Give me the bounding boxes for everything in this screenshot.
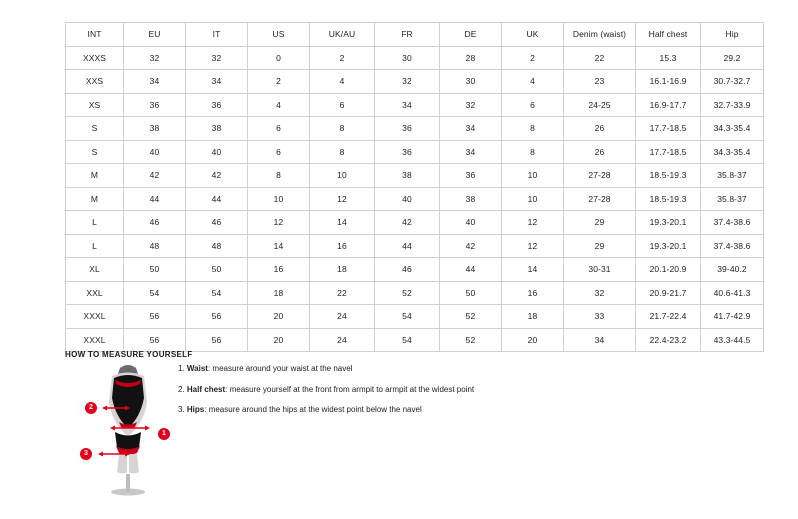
cell-it: 32 <box>186 46 248 70</box>
table-row <box>66 140 764 164</box>
column-header-denim-waist: Denim (waist) <box>564 23 636 47</box>
cell-uk-au: 8 <box>310 140 375 164</box>
cell-it: 34 <box>186 70 248 94</box>
cell-half-chest: 17.7-18.5 <box>636 140 701 164</box>
cell-it: 46 <box>186 211 248 235</box>
cell-eu: 44 <box>124 187 186 211</box>
cell-fr: 42 <box>375 211 440 235</box>
cell-it: 38 <box>186 117 248 141</box>
table-row <box>66 187 764 211</box>
size-chart-table-wrapper <box>65 22 751 352</box>
measure-item-term: Waist <box>186 364 208 373</box>
cell-uk: 8 <box>502 140 564 164</box>
cell-us: 18 <box>248 281 310 305</box>
cell-de: 36 <box>440 164 502 188</box>
cell-hip: 43.3-44.5 <box>701 328 764 352</box>
measure-badge-1: 1 <box>158 428 170 440</box>
measure-item-waist <box>178 364 598 374</box>
cell-fr: 32 <box>375 70 440 94</box>
cell-half-chest: 20.9-21.7 <box>636 281 701 305</box>
table-row <box>66 164 764 188</box>
cell-fr: 40 <box>375 187 440 211</box>
cell-int: S <box>66 140 124 164</box>
cell-half-chest: 16.1-16.9 <box>636 70 701 94</box>
cell-it: 56 <box>186 328 248 352</box>
cell-denim-waist: 27-28 <box>564 187 636 211</box>
cell-it: 44 <box>186 187 248 211</box>
cell-int: S <box>66 117 124 141</box>
size-chart-table <box>65 22 764 352</box>
cell-de: 34 <box>440 117 502 141</box>
cell-eu: 34 <box>124 70 186 94</box>
cell-int: XS <box>66 93 124 117</box>
table-header <box>66 23 764 47</box>
cell-fr: 30 <box>375 46 440 70</box>
measure-item-text: : measure yourself at the front from armpit to armpit at the widest point <box>225 384 475 394</box>
cell-uk: 4 <box>502 70 564 94</box>
cell-eu: 56 <box>124 305 186 329</box>
cell-hip: 29.2 <box>701 46 764 70</box>
cell-uk: 20 <box>502 328 564 352</box>
cell-uk: 2 <box>502 46 564 70</box>
table-row <box>66 258 764 282</box>
cell-fr: 54 <box>375 328 440 352</box>
measure-item-text: : measure around your waist at the navel <box>207 364 353 373</box>
cell-de: 44 <box>440 258 502 282</box>
measure-badge-2: 2 <box>85 402 97 414</box>
cell-half-chest: 22.4-23.2 <box>636 328 701 352</box>
cell-de: 34 <box>440 140 502 164</box>
measure-item-half-chest <box>178 385 598 395</box>
cell-uk-au: 24 <box>310 305 375 329</box>
cell-fr: 36 <box>375 140 440 164</box>
cell-uk-au: 10 <box>310 164 375 188</box>
cell-us: 4 <box>248 93 310 117</box>
cell-denim-waist: 33 <box>564 305 636 329</box>
cell-us: 2 <box>248 70 310 94</box>
cell-de: 32 <box>440 93 502 117</box>
cell-hip: 30.7-32.7 <box>701 70 764 94</box>
cell-uk: 14 <box>502 258 564 282</box>
cell-uk-au: 16 <box>310 234 375 258</box>
cell-us: 10 <box>248 187 310 211</box>
cell-fr: 44 <box>375 234 440 258</box>
cell-half-chest: 18.5-19.3 <box>636 187 701 211</box>
measure-item-index: 1. <box>178 364 185 373</box>
cell-de: 38 <box>440 187 502 211</box>
cell-us: 8 <box>248 164 310 188</box>
cell-int: M <box>66 187 124 211</box>
measure-item-index: 2. <box>178 384 185 394</box>
cell-half-chest: 21.7-22.4 <box>636 305 701 329</box>
cell-uk: 12 <box>502 211 564 235</box>
cell-half-chest: 16.9-17.7 <box>636 93 701 117</box>
cell-hip: 34.3-35.4 <box>701 140 764 164</box>
cell-denim-waist: 30-31 <box>564 258 636 282</box>
cell-half-chest: 15.3 <box>636 46 701 70</box>
table-row <box>66 281 764 305</box>
cell-fr: 54 <box>375 305 440 329</box>
cell-denim-waist: 27-28 <box>564 164 636 188</box>
cell-int: XXS <box>66 70 124 94</box>
cell-eu: 50 <box>124 258 186 282</box>
measure-item-term: Half chest <box>186 384 226 394</box>
cell-eu: 32 <box>124 46 186 70</box>
how-to-measure-list <box>178 364 598 426</box>
cell-us: 20 <box>248 305 310 329</box>
measure-badge-3: 3 <box>80 448 92 460</box>
table-row <box>66 211 764 235</box>
cell-denim-waist: 29 <box>564 211 636 235</box>
cell-eu: 46 <box>124 211 186 235</box>
cell-uk: 10 <box>502 164 564 188</box>
measure-item-hips <box>178 405 598 415</box>
measure-item-term: Hips <box>186 405 205 415</box>
cell-it: 36 <box>186 93 248 117</box>
cell-eu: 54 <box>124 281 186 305</box>
cell-half-chest: 17.7-18.5 <box>636 117 701 141</box>
column-header-hip: Hip <box>701 23 764 47</box>
cell-int: XXXS <box>66 46 124 70</box>
cell-half-chest: 19.3-20.1 <box>636 234 701 258</box>
cell-uk-au: 22 <box>310 281 375 305</box>
table-row <box>66 305 764 329</box>
cell-de: 52 <box>440 328 502 352</box>
column-header-uk: UK <box>502 23 564 47</box>
cell-half-chest: 19.3-20.1 <box>636 211 701 235</box>
cell-us: 6 <box>248 117 310 141</box>
cell-hip: 35.8-37 <box>701 164 764 188</box>
cell-uk: 12 <box>502 234 564 258</box>
cell-de: 50 <box>440 281 502 305</box>
cell-de: 28 <box>440 46 502 70</box>
cell-fr: 34 <box>375 93 440 117</box>
cell-us: 14 <box>248 234 310 258</box>
column-header-fr: FR <box>375 23 440 47</box>
cell-eu: 38 <box>124 117 186 141</box>
cell-us: 6 <box>248 140 310 164</box>
cell-int: L <box>66 211 124 235</box>
cell-denim-waist: 24-25 <box>564 93 636 117</box>
cell-de: 40 <box>440 211 502 235</box>
cell-uk: 10 <box>502 187 564 211</box>
column-header-de: DE <box>440 23 502 47</box>
cell-int: M <box>66 164 124 188</box>
cell-hip: 32.7-33.9 <box>701 93 764 117</box>
cell-uk-au: 2 <box>310 46 375 70</box>
cell-hip: 37.4-38.6 <box>701 211 764 235</box>
cell-fr: 38 <box>375 164 440 188</box>
cell-it: 48 <box>186 234 248 258</box>
cell-us: 12 <box>248 211 310 235</box>
cell-half-chest: 20.1-20.9 <box>636 258 701 282</box>
cell-eu: 48 <box>124 234 186 258</box>
cell-hip: 39-40.2 <box>701 258 764 282</box>
cell-fr: 36 <box>375 117 440 141</box>
cell-uk: 18 <box>502 305 564 329</box>
cell-eu: 42 <box>124 164 186 188</box>
cell-int: XXXL <box>66 305 124 329</box>
cell-it: 42 <box>186 164 248 188</box>
cell-uk-au: 8 <box>310 117 375 141</box>
cell-hip: 35.8-37 <box>701 187 764 211</box>
table-row <box>66 328 764 352</box>
cell-de: 42 <box>440 234 502 258</box>
cell-it: 40 <box>186 140 248 164</box>
column-header-int: INT <box>66 23 124 47</box>
mannequin-illustration <box>84 362 168 497</box>
column-header-us: US <box>248 23 310 47</box>
cell-hip: 37.4-38.6 <box>701 234 764 258</box>
table-header-row <box>66 23 764 47</box>
cell-int: XXL <box>66 281 124 305</box>
column-header-eu: EU <box>124 23 186 47</box>
table-row <box>66 93 764 117</box>
table-row <box>66 46 764 70</box>
cell-us: 16 <box>248 258 310 282</box>
cell-eu: 36 <box>124 93 186 117</box>
mannequin-svg <box>88 362 168 497</box>
cell-uk-au: 14 <box>310 211 375 235</box>
cell-it: 56 <box>186 305 248 329</box>
measure-item-text: : measure around the hips at the widest point below the navel <box>204 405 422 415</box>
cell-us: 20 <box>248 328 310 352</box>
table-row <box>66 234 764 258</box>
how-to-measure-title: HOW TO MEASURE YOURSELF <box>65 350 193 359</box>
table-body <box>66 46 764 352</box>
cell-int: XL <box>66 258 124 282</box>
cell-uk-au: 4 <box>310 70 375 94</box>
cell-fr: 46 <box>375 258 440 282</box>
cell-us: 0 <box>248 46 310 70</box>
column-header-half-chest: Half chest <box>636 23 701 47</box>
cell-it: 54 <box>186 281 248 305</box>
cell-de: 30 <box>440 70 502 94</box>
cell-denim-waist: 22 <box>564 46 636 70</box>
cell-uk-au: 24 <box>310 328 375 352</box>
cell-half-chest: 18.5-19.3 <box>636 164 701 188</box>
cell-eu: 56 <box>124 328 186 352</box>
table-row <box>66 117 764 141</box>
measure-item-index: 3. <box>178 405 185 415</box>
cell-denim-waist: 34 <box>564 328 636 352</box>
cell-uk-au: 18 <box>310 258 375 282</box>
cell-denim-waist: 26 <box>564 140 636 164</box>
cell-eu: 40 <box>124 140 186 164</box>
cell-uk: 16 <box>502 281 564 305</box>
cell-hip: 34.3-35.4 <box>701 117 764 141</box>
cell-hip: 40.6-41.3 <box>701 281 764 305</box>
cell-it: 50 <box>186 258 248 282</box>
cell-de: 52 <box>440 305 502 329</box>
cell-uk: 6 <box>502 93 564 117</box>
cell-denim-waist: 23 <box>564 70 636 94</box>
cell-int: XXXL <box>66 328 124 352</box>
cell-uk-au: 6 <box>310 93 375 117</box>
cell-fr: 52 <box>375 281 440 305</box>
cell-denim-waist: 32 <box>564 281 636 305</box>
column-header-it: IT <box>186 23 248 47</box>
cell-denim-waist: 29 <box>564 234 636 258</box>
cell-hip: 41.7-42.9 <box>701 305 764 329</box>
cell-uk: 8 <box>502 117 564 141</box>
cell-denim-waist: 26 <box>564 117 636 141</box>
table-row <box>66 70 764 94</box>
column-header-uk-au: UK/AU <box>310 23 375 47</box>
cell-int: L <box>66 234 124 258</box>
cell-uk-au: 12 <box>310 187 375 211</box>
